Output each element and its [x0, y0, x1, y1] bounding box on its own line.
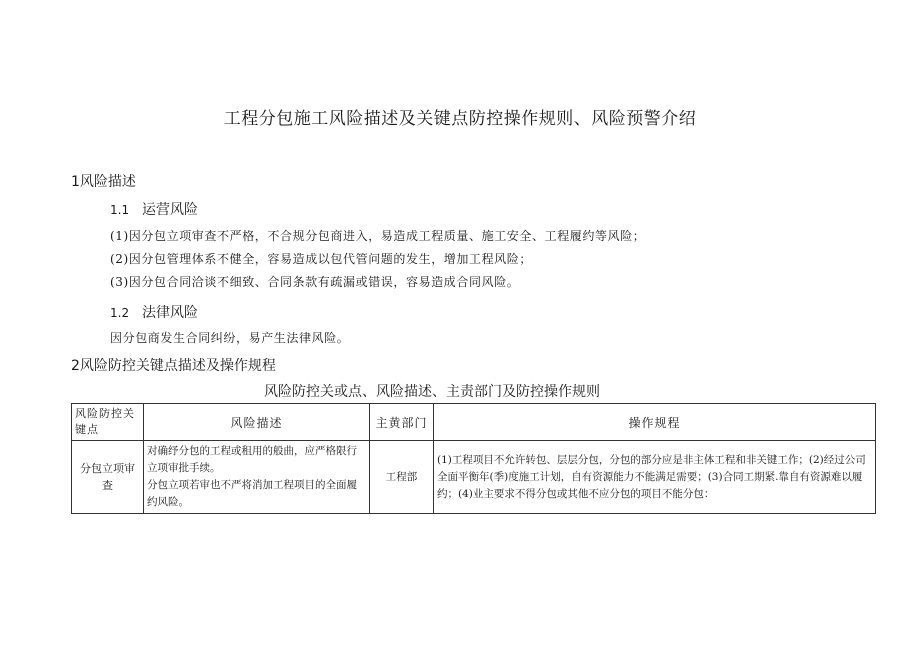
section-1-2-number: 1.2 — [110, 306, 130, 320]
section-1-heading: 1风险描述 — [71, 174, 136, 190]
section-1-2-title: 法律风险 — [142, 305, 198, 321]
cell-department: 工程部 — [370, 441, 434, 514]
table-title: 风险防控关或点、风险描述、主责部门及防控操作规则 — [264, 384, 600, 400]
risk-item-3: (3)因分包合同洽谈不细致、合同条款有疏漏或错误，容易造成合同风险。 — [110, 275, 520, 289]
col-header-risk-description: 风险描述 — [144, 404, 370, 441]
risk-control-table — [71, 403, 876, 514]
section-1-1-title: 运营风险 — [142, 202, 198, 218]
col-header-procedure: 操作规程 — [434, 404, 876, 441]
cell-key-point: 分包立项审查 — [72, 441, 144, 514]
page-cutoff-mask — [71, 517, 877, 651]
section-1-2-heading — [110, 302, 198, 322]
section-1-1-heading — [110, 199, 198, 219]
col-header-key-point: 风险防控关键点 — [72, 404, 144, 441]
col-header-department: 主黄部门 — [370, 404, 434, 441]
table-header-row — [72, 404, 876, 441]
risk-item-1: (1)因分包立项审查不严格，不合规分包商进入，易造成工程质量、施工安全、工程履约等风险； — [110, 229, 646, 243]
document-title: 工程分包施工风险描述及关键点防控操作规则、风险预警介绍 — [223, 109, 697, 129]
cell-risk-description — [144, 441, 370, 514]
section-1-1-number: 1.1 — [110, 203, 130, 217]
section-2-heading: 2风险防控关键点描述及操作规程 — [71, 358, 276, 374]
cell-procedure: (1)工程项目不允许转包、层层分包，分包的部分应是非主体工程和非关键工作；(2)经过公司全面平衡年(季)度施工计划，自有资源能力不能满足需要；(3)合同工期紧.靠自有资源难以履约；(4)业主要求不得分包或其他不应分包的项目不能分包： — [434, 441, 876, 514]
table-row — [72, 441, 876, 514]
cell-risk-description-line-1: 对确纾分包的工程或租用的般曲，应严格限行立项审批手续。 — [147, 445, 357, 474]
legal-risk-text: 因分包商发生合同纠纷，易产生法律风险。 — [110, 331, 350, 345]
risk-item-2: (2)因分包管理体系不健全，容易造成以包代管问题的发生，增加工程风险； — [110, 252, 533, 266]
cell-risk-description-line-2: 分包立项若审也不严将消加工程项目的全面履约风险。 — [147, 479, 357, 508]
